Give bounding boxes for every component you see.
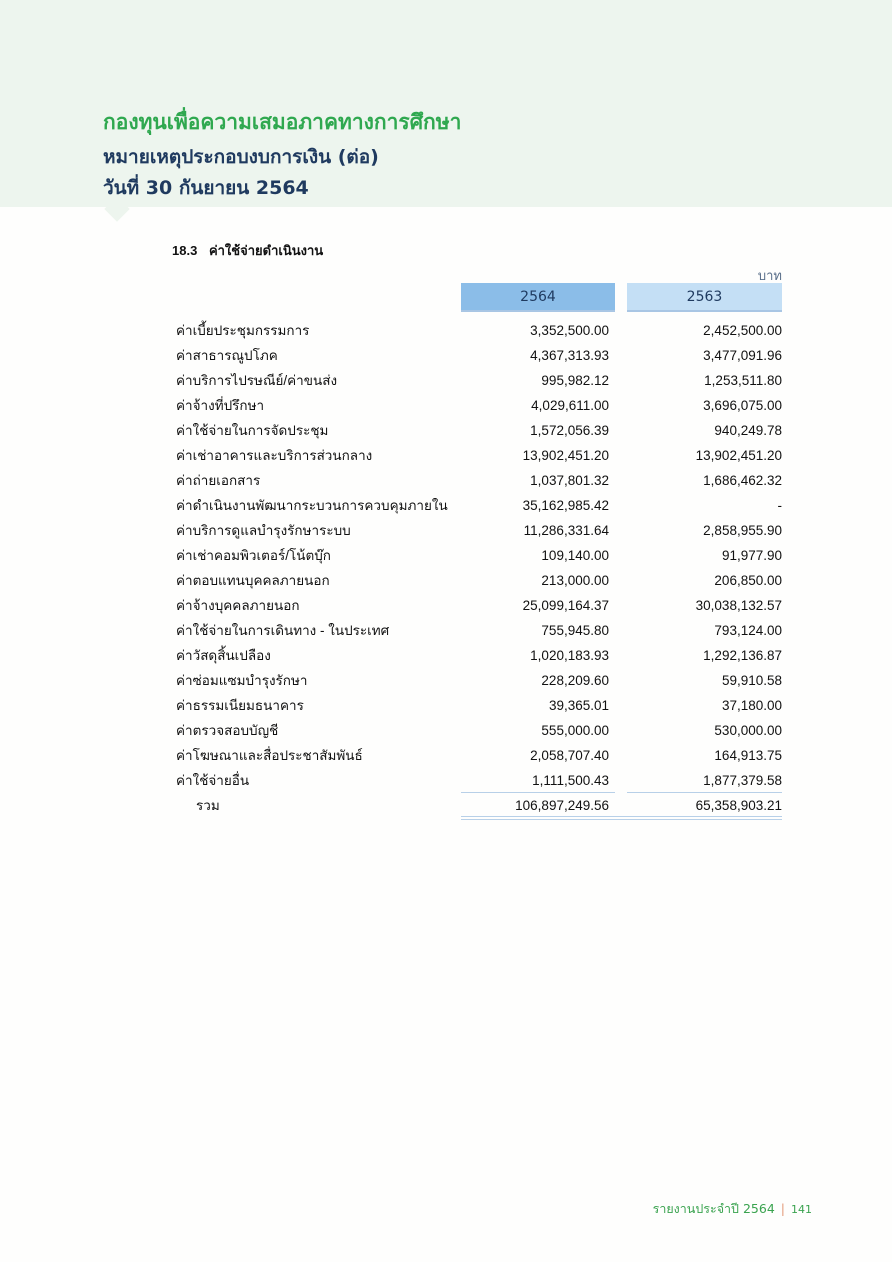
table-row [176,593,782,618]
currency-unit: บาท [757,268,782,283]
table-row [176,543,782,568]
table-row [176,318,782,343]
value-2564: 995,982.12 [541,373,609,388]
table-row [176,768,782,793]
row-label: ค่าตอบแทนบุคคลภายนอก [176,573,330,588]
table-row [176,468,782,493]
organization-title: กองทุนเพื่อความเสมอภาคทางการศึกษา [103,110,462,134]
table-row [176,618,782,643]
value-2563: 530,000.00 [714,723,782,738]
value-2563: 1,877,379.58 [703,773,782,788]
footer-separator: | [780,1201,785,1216]
row-label: ค่าเบี้ยประชุมกรรมการ [176,323,310,338]
value-2563: 2,452,500.00 [703,323,782,338]
value-2563: 1,292,136.87 [703,648,782,663]
table-row [176,643,782,668]
value-2564: 4,367,313.93 [530,348,609,363]
value-2564: 39,365.01 [548,698,609,713]
row-label: ค่าบริการดูแลบำรุงรักษาระบบ [176,523,351,538]
expense-table [176,318,782,818]
value-2563: 164,913.75 [714,748,782,763]
row-label: ค่าสาธารณูปโภค [176,348,278,363]
total-label: รวม [196,798,220,813]
value-2563: 2,858,955.90 [703,523,782,538]
report-date: วันที่ 30 กันยายน 2564 [103,177,309,199]
table-row [176,493,782,518]
value-2564: 109,140.00 [541,548,609,563]
value-2564: 35,162,985.42 [522,498,609,513]
page-footer [653,1199,812,1219]
column-header-2563: 2563 [627,283,782,312]
value-2564: 1,572,056.39 [530,423,609,438]
value-2564: 25,099,164.37 [522,598,609,613]
row-label: ค่าวัสดุสิ้นเปลือง [176,648,271,663]
value-2564: 4,029,611.00 [531,398,609,413]
row-label: ค่าเช่าคอมพิวเตอร์/โน้ตบุ๊ก [176,548,331,563]
value-2563: 793,124.00 [714,623,782,638]
section-title: ค่าใช้จ่ายดำเนินงาน [208,243,324,258]
value-2563: 30,038,132.57 [695,598,782,613]
row-label: ค่าเช่าอาคารและบริการส่วนกลาง [176,448,373,463]
row-label: ค่าใช้จ่ายในการจัดประชุม [176,423,329,438]
row-label: ค่าซ่อมแซมบำรุงรักษา [176,673,308,688]
value-2563: 3,477,091.96 [703,348,782,363]
total-top-rule-2564 [461,792,615,793]
column-header-2564: 2564 [461,283,615,312]
value-2564: 1,037,801.32 [530,473,609,488]
row-label: ค่าใช้จ่ายอื่น [176,773,250,788]
total-double-rule-2564-b [461,819,782,820]
table-row [176,393,782,418]
table-row [176,343,782,368]
section-number: 18.3 [172,243,198,258]
total-2563: 65,358,903.21 [695,798,782,813]
row-label: ค่าโฆษณาและสื่อประชาสัมพันธ์ [176,748,363,763]
total-top-rule-2563 [627,792,782,793]
table-row [176,718,782,743]
value-2563: - [777,498,782,513]
table-row [176,568,782,593]
row-label: ค่าจ้างบุคคลภายนอก [176,598,300,613]
page-number: 141 [791,1203,812,1216]
value-2564: 1,111,500.43 [532,773,609,788]
table-row [176,743,782,768]
footer-report-title: รายงานประจำปี 2564 [652,1201,775,1216]
value-2564: 3,352,500.00 [530,323,609,338]
value-2564: 555,000.00 [541,723,609,738]
table-row [176,668,782,693]
value-2564: 2,058,707.40 [530,748,609,763]
value-2563: 59,910.58 [721,673,782,688]
total-row [176,793,782,818]
table-row [176,418,782,443]
value-2563: 91,977.90 [721,548,782,563]
section-heading [172,240,323,261]
total-2564: 106,897,249.56 [515,798,609,813]
value-2564: 13,902,451.20 [522,448,609,463]
value-2564: 11,286,331.64 [523,523,609,538]
row-label: ค่าถ่ายเอกสาร [176,473,261,488]
value-2563: 206,850.00 [714,573,782,588]
row-label: ค่าบริการไปรษณีย์/ค่าขนส่ง [176,373,338,388]
value-2563: 3,696,075.00 [703,398,782,413]
value-2563: 1,253,511.80 [704,373,782,388]
row-label: ค่าใช้จ่ายในการเดินทาง - ในประเทศ [176,623,390,638]
value-2563: 1,686,462.32 [703,473,782,488]
value-2564: 1,020,183.93 [530,648,609,663]
table-row [176,443,782,468]
document-subtitle: หมายเหตุประกอบงบการเงิน (ต่อ) [103,146,379,168]
table-row [176,518,782,543]
table-row [176,368,782,393]
row-label: ค่าดำเนินงานพัฒนากระบวนการควบคุมภายใน [176,498,448,513]
row-label: ค่าธรรมเนียมธนาคาร [176,698,304,713]
value-2563: 940,249.78 [714,423,782,438]
row-label: ค่าตรวจสอบบัญชี [176,723,279,738]
value-2563: 37,180.00 [721,698,782,713]
table-row [176,693,782,718]
row-label: ค่าจ้างที่ปรึกษา [176,398,265,413]
total-double-rule-2564-a [461,816,782,817]
value-2564: 228,209.60 [541,673,609,688]
value-2563: 13,902,451.20 [695,448,782,463]
value-2564: 755,945.80 [541,623,609,638]
value-2564: 213,000.00 [541,573,609,588]
